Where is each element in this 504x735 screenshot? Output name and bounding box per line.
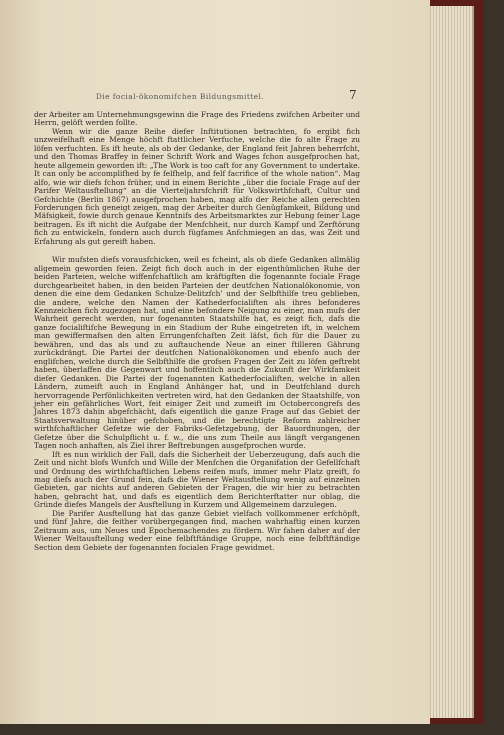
paragraph: Wenn wir die ganze Reihe diefer Inftitutionen betrachten, fo ergibt fich unzweifelhaft eine Menge höchft ftattlicher Verfuche, welche die fo alte Frage zu löfen verfuchten. Es ift heute, als ob der Gedanke, der England feit Jahren beherrfcht, und den Thomas Braffey in feiner Schrift Work and Wages fchon ausgefprochen hat, heute allgemein geworden ift: „The Work is too caft for any Government to undertake. It can only be accomplifhed by fe felfhelp, and felf facrifice of the whole nation“. Mag alfo, wie wir diefs fchon früher, und in einem Berichte „über die fociale Frage auf der Parifer Weltausftellung“ an die Vierteljahrsfchrift für Volkswirthfchaft, Cultur und Gefchichte (Berlin 1867) ausgefprochen haben, mag alfo der Reiche allen gerechten Forderungen fich geneigt zeigen, mag der Arbeiter durch Genügfamkeit, Bildung und Mäfsigkeit, fowie durch genaue Kenntnifs des Arbeitsmarktes zur Hebung feiner Lage beitragen. Es ift nicht die Aufgabe der Menfchheit, nur durch Kampf und Zerftörung fich zu entwickeln, fondern auch durch fügfames Anfchmiegen an das, was Zeit und Erfahrung als gut gereift haben. bbox=[34, 126, 360, 246]
running-head: Die focial-ökonomifchen Bildungsmittel. bbox=[95, 92, 265, 101]
page-edges bbox=[430, 6, 474, 718]
body-text bbox=[34, 111, 360, 552]
paragraph: der Arbeiter am Unternehmungsgewinn die Frage des Friedens zwifchen Arbeiter und Herrn, gelöft werden follte. bbox=[34, 110, 360, 128]
paragraph: Ift es nun wirklich der Fall, dafs die Sicherheit der Ueberzeugung, dafs auch die Zeit und nicht blofs Wunfch und Wille der Menfchen die Organifation der Gefellfchaft und Ordnung des wirthfchaftlichen Lebens reifen mufs, immer mehr Platz greift, fo mag diefs auch der Grund fein, dafs die Wiener Weltausftellung wenig auf einzelnen Gebieten, gar nichts auf anderen Gebieten der Fragen, die wir hier zu betrachten haben, gebracht hat, und dafs es eigentlich dem Berichterftatter nur oblag, die Gründe diefes Mangels der Ausftellung in Kurzem und Allgemeinem darzulegen. bbox=[34, 449, 360, 510]
paragraph: Die Parifer Ausftellung hat das ganze Gebiet vielfach vollkommener erfchöpft, und fünf Jahre, die feither vorübergegangen find, machen wahrhaftig einen kurzen Zeitraum aus, um Neues und Epochemachendes zu fördern. Wir fahen daher auf der Wiener Weltausftellung weder eine felbftftändige Gruppe, noch eine felbftftändige Section dem Gebiete der fogenannten focialen Frage gewidmet. bbox=[34, 508, 360, 552]
page-number: 7 bbox=[349, 88, 357, 102]
paragraph: Wir mufsten diefs vorausfchicken, weil es fcheint, als ob diefe Gedanken allmälig allgemein geworden feien. Zeigt fich doch auch in der eigenthümlichen Ruhe der beiden Parteien, welche wiffenfchaftlich am kräftigften die fogenannte fociale Frage durchgearbeitet haben, in den beiden Parteien der deutfchen Nationalökonomie, von denen die eine dem Gedanken Schulze-Delitzfch’ und der Selbfthilfe treu geblieben, die andere, welche den Namen der Kathederfocialiften als ihres befonderes Kennzeichen fich zugezogen hat, und eine befondere Neigung zu einer, man mufs der Wahrheit gerecht werden, nur fogenannten Staatshilfe hat, es zeigt fich, dafs die ganze focialiftifche Bewegung in ein Stadium der Ruhe eingetreten ift, in welchem man gewiffermafsen den alten Errungenfchaften Zeit läfst, fich für die Dauer zu bewähren, und das als und zu auftauchende Neue an einer ftilleren Gährung zurückdrängt. Die Partei der deutfchen Nationalökonomen und ebenfo auch der englifchen, welche durch die Selbfthilfe die grofsen Fragen der Zeit zu löfen geftrebt haben, überlaffen die Gegenwart und hoffentlich auch die Zukunft der Wirkfamkeit diefer Gedanken. Die Partei der fogenannten Kathederfocialiften, welche in allen Ländern, zumeift auch in England Anhänger hat, und in Deutfchland durch hervorragende Perfönlichkeiten vertreten wird, hat den Gedanken der Staatshilfe, von jeher ein gefährliches Wort, feit einiger Zeit und zumeift im Octobercongrefs des Jahres 1873 dahin abgefchächt, dafs eigentlich die ganze Frage auf das Gebiet der Staatsverwaltung hinüber gefchoben, und die berechtigte Reform zahlreicher wirthfchaftlicher Gefetze wie der Fabriks-Gefetzgebung, der Bauordnungen, der Gefetze über die Schulpflicht u. f. w., die uns zum Theile aus längft vergangenen Tagen noch anhaften, als Ziel ihrer Beftrebungen ausgefprochen wurde. bbox=[34, 255, 360, 451]
